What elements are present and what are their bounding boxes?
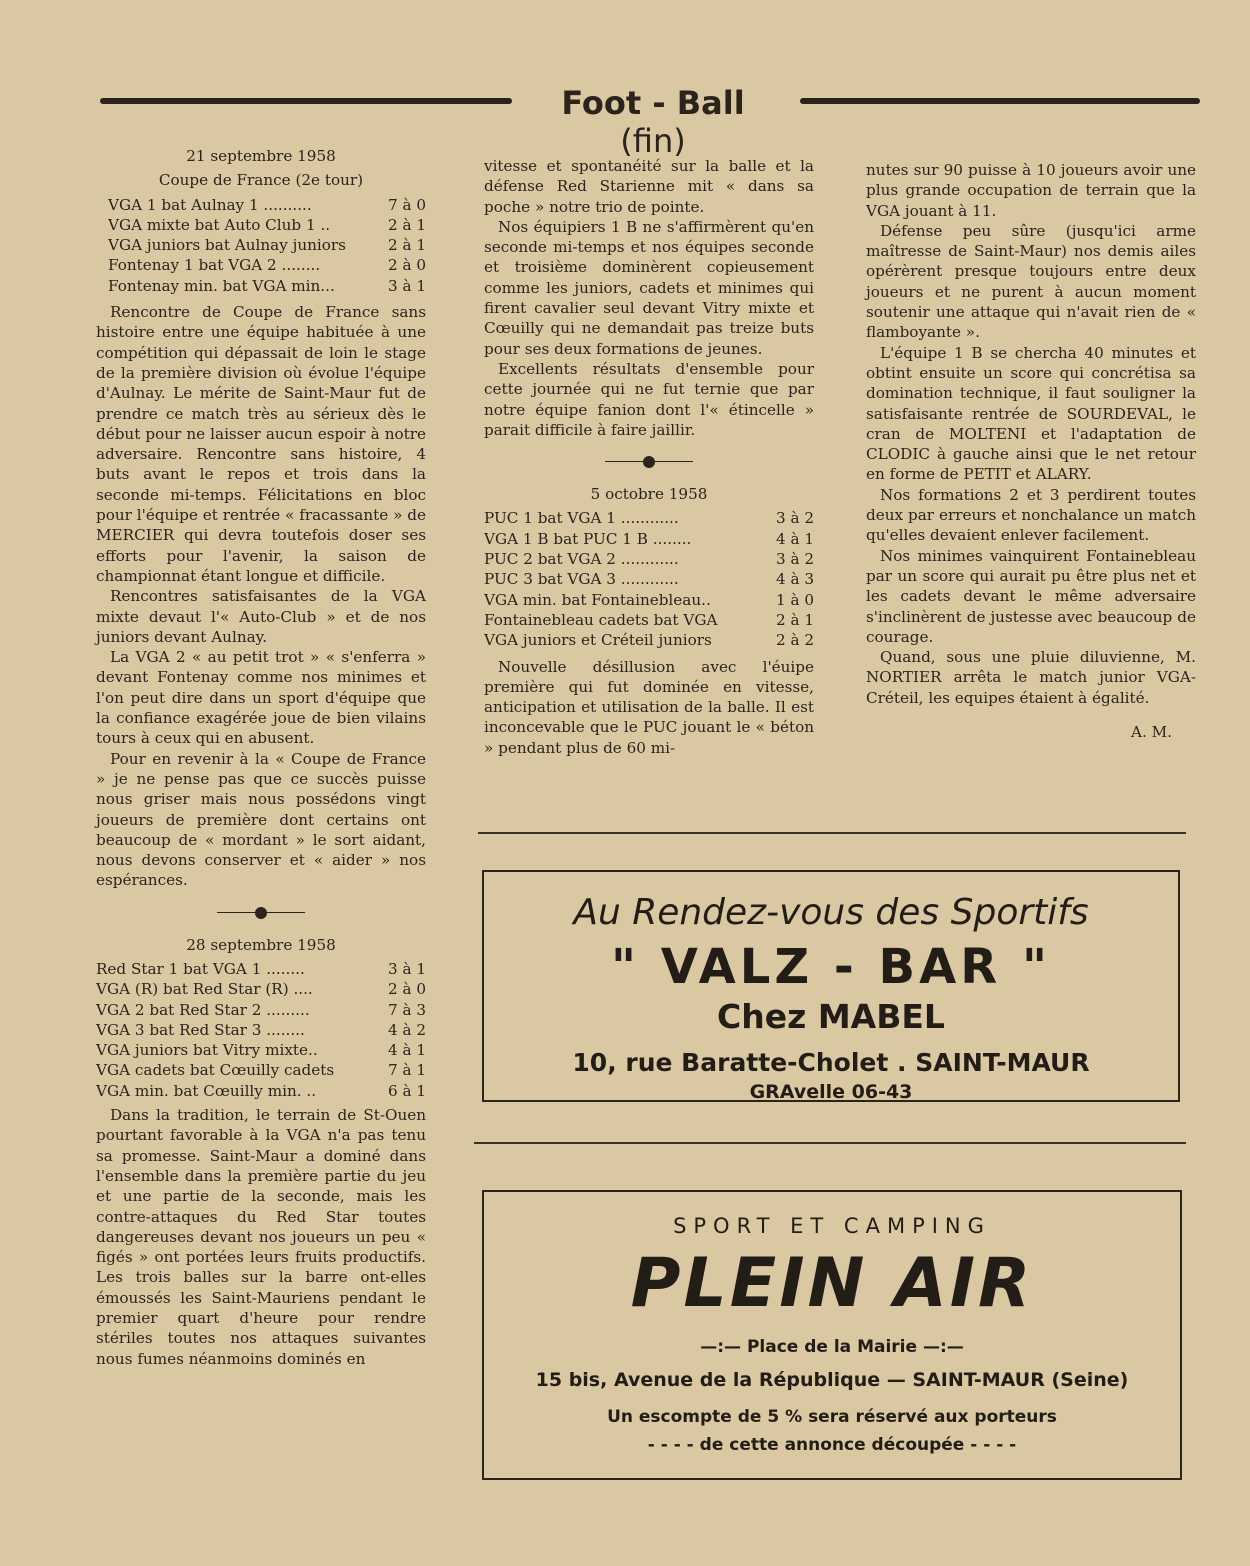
result-row [484,610,814,630]
header-rule-right [800,98,1200,104]
result-teams: VGA juniors bat Vitry mixte.. [96,1041,318,1060]
result-score: 3 à 2 [775,509,814,528]
result-score: 3 à 2 [775,550,814,569]
paragraph: Nos équipiers 1 B ne s'affirmèrent qu'en seconde mi-temps et nos équipes seconde et troisième dominèrent copieusement comme les juniors, cadets et minimes qui firent cavalier seul devant Vitry mixte et Cœuilly qui ne demandait pas treize buts pour ses deux formations de jeunes. [484,217,814,358]
result-teams: VGA 2 bat Red Star 2 ......... [96,1000,310,1019]
result-teams: PUC 1 bat VGA 1 ............ [484,509,679,528]
paragraph: Rencontres satisfaisantes de la VGA mixte devaut l'« Auto-Club » et de nos juniors devant Aulnay. [96,587,426,646]
result-teams: VGA juniors bat Aulnay juniors [108,236,346,255]
result-row [108,215,426,235]
result-teams: Fontenay min. bat VGA min... [108,276,335,295]
result-teams: VGA mixte bat Auto Club 1 .. [108,215,331,234]
result-row [96,979,426,999]
result-score: 4 à 2 [387,1020,426,1039]
result-teams: Red Star 1 bat VGA 1 ........ [96,959,305,978]
article-text-5 [866,160,1196,708]
result-row [108,255,426,275]
result-score: 4 à 3 [775,570,814,589]
result-teams: VGA 3 bat Red Star 3 ........ [96,1020,305,1039]
subheading: Coupe de France (2e tour) [158,171,364,190]
paragraph: La VGA 2 « au petit trot » « s'enferra » devant Fontenay comme nos minimes et l'on peut dire dans un sport d'équipe que la confiance exagérée joue de bien vilains tours à ceux qui en abusent. [96,648,426,748]
page-title: Foot - Ball (fin) [561,84,745,160]
paragraph: Pour en revenir à la « Coupe de France » je ne pense pas que ce succès puisse nous griser mais nous possédons vingt joueurs de première dont certains ont beaucoup de « mordant » le sort aidant, nous devons conserver et « aider » nos espérances. [96,749,426,890]
result-row [96,1020,426,1040]
result-teams: VGA min. bat Fontainebleau.. [484,590,711,609]
paragraph: Nouvelle désillusion avec l'éuipe première qui fut dominée en vitesse, anticipation et utilisation de la balle. Il est inconcevable que le PUC jouant le « béton » pendant plus de 60 mi- [484,657,814,757]
advert-plein-air [482,1190,1182,1480]
date-heading: 28 septembre 1958 [186,935,336,954]
result-row [484,508,814,528]
result-score: 3 à 1 [387,959,426,978]
result-row [96,1060,426,1080]
result-row [484,549,814,569]
result-row [108,195,426,215]
column-1 [96,146,426,1369]
ad-place: —:— Place de la Mairie —:— [700,1337,964,1357]
paragraph: Nos minimes vainquirent Fontainebleau par un score qui aurait pu être plus net et les cadets devant le même adversaire s'inclinèrent de justesse avec beaucoup de courage. [866,546,1196,646]
ad-subname: Chez MABEL [717,997,945,1036]
paragraph: Nos formations 2 et 3 perdirent toutes deux par erreurs et nonchalance un match qu'elles devaient enlever facilement. [866,485,1196,545]
result-row [108,276,426,296]
ad-address: 15 bis, Avenue de la République — SAINT-MAUR (Seine) [535,1369,1129,1391]
paragraph: Quand, sous une pluie diluvienne, M. NORTIER arrêta le match junior VGA-Créteil, les equipes étaient à égalité. [866,648,1196,707]
advert-valz-bar [482,870,1180,1102]
ad-tagline: Au Rendez-vous des Sportifs [573,892,1089,933]
result-row [96,1081,426,1101]
ad-phone: GRAvelle 06-43 [749,1081,913,1103]
article-text-3 [484,156,814,440]
result-score: 2 à 1 [387,236,426,255]
result-teams: VGA juniors et Créteil juniors [484,631,712,650]
result-score: 4 à 1 [775,529,814,548]
ad-tagline: SPORT ET CAMPING [673,1214,991,1238]
result-score: 2 à 1 [387,215,426,234]
paragraph: vitesse et spontanéité sur la balle et la défense Red Starienne mit « dans sa poche » notre trio de pointe. [484,157,814,216]
result-teams: VGA cadets bat Cœuilly cadets [96,1061,335,1080]
result-score: 6 à 1 [387,1081,426,1100]
result-teams: VGA (R) bat Red Star (R) .... [96,980,313,999]
result-row [108,235,426,255]
column-3 [866,160,1196,742]
result-score: 2 à 0 [387,980,426,999]
paragraph: Excellents résultats d'ensemble pour cette journée qui ne fut ternie que par notre équipe fanion dont l'« étincelle » parait difficile à faire jaillir. [484,359,814,439]
separator [484,454,814,470]
result-teams: PUC 3 bat VGA 3 ............ [484,570,679,589]
result-score: 2 à 1 [775,610,814,629]
paragraph: Dans la tradition, le terrain de St-Ouen pourtant favorable à la VGA n'a pas tenu sa promesse. Saint-Maur a dominé dans l'ensemble dans la première partie du jeu et une partie de la seconde, mais les contre-attaques du Red Star toutes dangereuses devant nos joueurs un peu « figés » ont portées leurs fruits productifs. Les trois balles sur la barre ont-elles émoussés les Saint-Mauriens pendant le premier quart d'heure pour rendre stériles toutes nos attaques suivantes nous fumes néanmoins dominés en [96,1106,426,1368]
paragraph: Défense peu sûre (jusqu'ici arme maîtresse de Saint-Maur) nos demis ailes opérèrent presque toujours entre deux joueurs et ne purent à aucun moment soutenir une attaque qui n'avait rien de « flamboyante ». [866,221,1196,342]
signature: A. M. [1130,723,1172,742]
result-score: 3 à 1 [387,276,426,295]
date-heading: 5 octobre 1958 [590,485,708,504]
divider [474,1142,1186,1144]
paragraph: nutes sur 90 puisse à 10 joueurs avoir une plus grande occupation de terrain que la VGA jouant à 11. [866,161,1196,220]
result-teams: Fontenay 1 bat VGA 2 ........ [108,256,321,275]
result-teams: VGA min. bat Cœuilly min. .. [96,1081,317,1100]
result-teams: Fontainebleau cadets bat VGA [484,610,718,629]
paragraph: L'équipe 1 B se chercha 40 minutes et obtint ensuite un score qui concrétisa sa domination technique, il faut souligner la satisfaisante rentrée de SOURDEVAL, le cran de MOLTENI et l'adaptation de CLODIC à gauche ainsi que le net retour en forme de PETIT et ALARY. [866,343,1196,484]
ad-name: " VALZ - BAR " [611,939,1051,995]
result-teams: VGA 1 bat Aulnay 1 .......... [108,195,312,214]
result-row [96,1040,426,1060]
result-row [96,1000,426,1020]
result-teams: VGA 1 B bat PUC 1 B ........ [484,529,692,548]
result-row [484,590,814,610]
paragraph: Rencontre de Coupe de France sans histoire entre une équipe habituée à une compétition qui dépassait de loin le stage de la première division où évolue l'équipe d'Aulnay. Le mérite de Saint-Maur fut de prendre ce match très au sérieux dès le début pour ne laisser aucun espoir à notre adversaire. Rencontre sans histoire, 4 buts avant le repos et trois dans la seconde mi-temps. Félicitations en bloc pour l'équipe et rentrée « fracassante » de MERCIER qui devra toutefois doser ses efforts pour l'avenir, la saison de championnat étant longue et difficile. [96,303,426,585]
separator [96,905,426,921]
result-row [96,959,426,979]
result-score: 1 à 0 [775,590,814,609]
ad-address: 10, rue Baratte-Cholet . SAINT-MAUR [572,1048,1090,1077]
result-row [484,529,814,549]
ad-offer: Un escompte de 5 % sera réservé aux porteurs [607,1407,1057,1427]
ad-name: PLEIN AIR [630,1244,1034,1323]
date-heading: 21 septembre 1958 [186,147,336,165]
article-text-2 [96,1105,426,1369]
article-text-4 [484,657,814,758]
result-row [484,569,814,589]
result-score: 7 à 1 [387,1061,426,1080]
result-score: 7 à 3 [387,1000,426,1019]
results-list-2 [96,959,426,1101]
result-row [484,630,814,650]
result-score: 2 à 2 [775,631,814,650]
result-score: 4 à 1 [387,1041,426,1060]
column-2 [484,156,814,758]
result-teams: PUC 2 bat VGA 2 ............ [484,550,679,569]
ad-offer-note: - - - - de cette annonce découpée - - - - [647,1435,1017,1455]
header-rule-left [100,98,512,104]
results-list-3 [484,508,814,650]
divider [478,832,1186,834]
results-list-1 [96,195,426,296]
article-text-1 [96,302,426,891]
result-score: 7 à 0 [387,195,426,214]
result-score: 2 à 0 [387,256,426,275]
